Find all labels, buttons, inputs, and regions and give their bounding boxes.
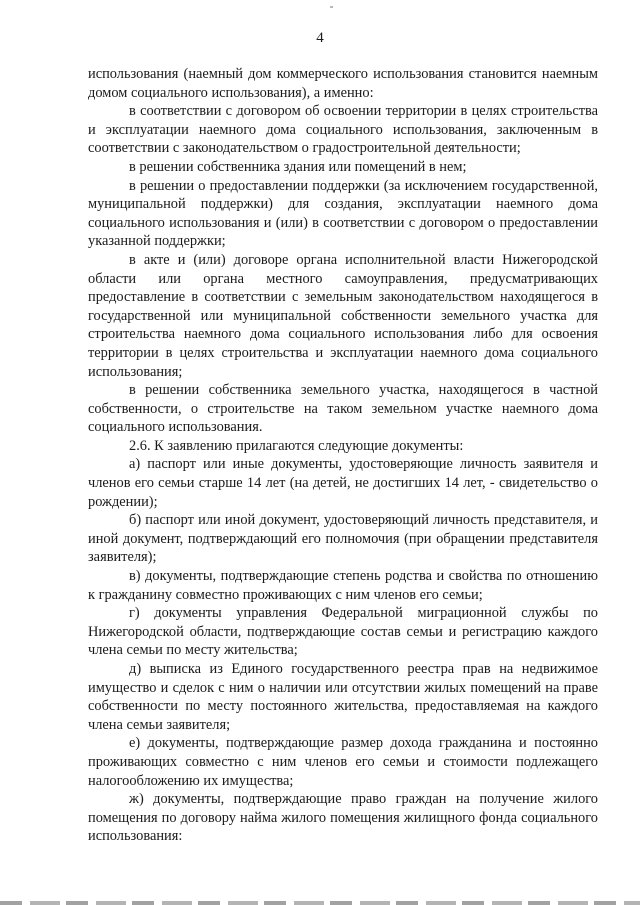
list-item-d: д) выписка из Единого государственного реестра прав на недвижимое имущество и сделок с ним о наличии или отсутствии жилых помещений на праве собственности по месту постоянного жительства, предоставляемая на каждого члена семьи заявителя;	[88, 661, 598, 733]
paragraph: в решении о предоставлении поддержки (за исключением государственной, муниципальной поддержки) для создания, эксплуатации наемного дома социального использования и (или) в соответствии с договором о предоставлении указанной поддержки;	[88, 177, 598, 250]
list-item-v: в) документы, подтверждающие степень родства и свойства по отношению к гражданину совместно проживающих с ним членов его семьи;	[88, 568, 598, 603]
list-item-a: а) паспорт или иные документы, удостоверяющие личность заявителя и членов его семьи старше 14 лет (на детей, не достигших 14 лет, - свидетельство о рождении);	[88, 456, 598, 510]
paragraph: в решении собственника здания или помещений в нем;	[129, 158, 467, 175]
list-item-g: г) документы управления Федеральной миграционной службы по Нижегородской области, подтверждающие состав семьи и регистрацию каждого члена семьи по месту жительства;	[88, 605, 598, 659]
paragraph: в решении собственника земельного участка, находящегося в частной собственности, о строительстве на таком земельном участке наемного дома социального использования.	[88, 382, 598, 436]
page-number: 4	[316, 30, 324, 46]
list-item-e: е) документы, подтверждающие размер дохода гражданина и постоянно проживающих совместно с ним членов его семьи и стоимости подлежащего налогообложению их имущества;	[88, 735, 598, 789]
scan-bottom-edge	[0, 901, 640, 905]
section-heading-2-6: 2.6. К заявлению прилагаются следующие документы:	[129, 437, 464, 454]
paragraph: в акте и (или) договоре органа исполнительной власти Нижегородской области или органа местного самоуправления, предусматривающих предоставление в соответствии с земельным законодательством находящегося в государственной или муниципальной собственности земельного участка для строительства наемного дома социального использования либо для освоения территории в целях строительства и эксплуатации наемного дома социального использования;	[88, 251, 598, 380]
list-item-zh: ж) документы, подтверждающие право граждан на получение жилого помещения по договору найма жилого помещения жилищного фонда социального использования:	[88, 791, 598, 845]
list-item-b: б) паспорт или иной документ, удостоверяющий личность представителя, и иной документ, подтверждающий его полномочия (при обращении представителя заявителя);	[88, 512, 598, 566]
scan-artifact	[330, 6, 333, 8]
document-body	[88, 65, 598, 846]
paragraph-continuation: использования (наемный дом коммерческого использования становится наемным домом социального использования), а именно:	[88, 66, 598, 101]
paragraph: в соответствии с договором об освоении территории в целях строительства и эксплуатации наемного дома социального использования, заключенным в соответствии с законодательством о градостроительной деятельности;	[88, 103, 598, 157]
